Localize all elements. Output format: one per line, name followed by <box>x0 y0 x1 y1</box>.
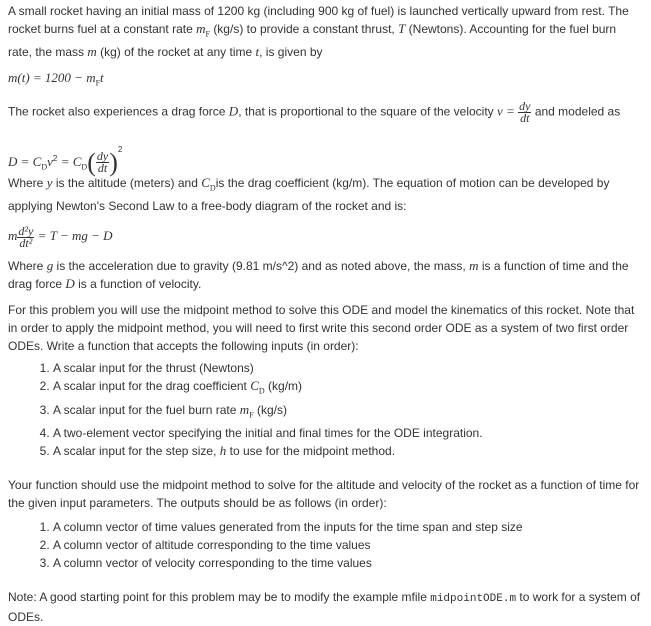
mass-equation: $m(t) = 1200 - m_Ft$ <box>8 70 104 88</box>
list-item: 4. A two-element vector specifying the initial and final times for the ODE integration. <box>53 424 643 442</box>
velocity-fraction: $\frac{dy}{dt}$ <box>519 98 531 125</box>
list-item: 2. A scalar input for the drag coefficient $C_D$ (kg/m) <box>53 377 643 400</box>
list-item: 1. A column vector of time values generated from the inputs for the time span and step size <box>53 518 643 536</box>
drag-equation: $D = C_Dv^2 = C_D$( $\frac{dy}{dt}$ )$^2$ <box>8 144 123 177</box>
intro-paragraph: A small rocket having an initial mass of 1200 kg (including 900 kg of fuel) is launched vertically upward from rest. The rocket burns fuel at a constant rate $m_F$ (kg/s) to provide a constant thrust, T (Newtons). Accounting for the fuel burn rate, the mass m (kg) of the rocket at any time t, is given by <box>8 4 629 60</box>
note-paragraph: Note: A good starting point for this problem may be to modify the example mfile midpointODE.m to work for a system of ODEs. <box>8 589 641 624</box>
list-item: 5. A scalar input for the step size, h to use for the midpoint method. <box>53 442 643 460</box>
outputs-list <box>8 518 643 572</box>
outputs-paragraph: Your function should use the midpoint method to solve for the altitude and velocity of the rocket as a function of time for the given input parameters. The outputs should be as follows (in order): <box>8 477 640 510</box>
drag-paragraph: The rocket also experiences a drag force D, that is proportional to the square of the velocity v = $\frac{dy}{dt}$ and modeled as <box>8 98 621 125</box>
inputs-list <box>8 359 643 460</box>
list-item: 3. A column vector of velocity corresponding to the time values <box>53 554 643 572</box>
list-item: 3. A scalar input for the fuel burn rate $m_F$ (kg/s) <box>53 401 643 424</box>
method-paragraph: For this problem you will use the midpoint method to solve this ODE and model the kinematics of this rocket. Note that in order to apply the midpoint method, you will need to first write this second order ODE as a system of two first order ODEs. Write a function that accepts the following inputs (in order): <box>8 303 635 354</box>
altitude-paragraph: Where y is the altitude (meters) and $C_Dis$ the drag coefficient (kg/m). The equation of motion can be developed by applying Newton's Second Law to a free-body diagram of the rocket and is: <box>8 174 610 214</box>
list-item: 1. A scalar input for the thrust (Newtons) <box>53 359 643 377</box>
list-item: 2. A column vector of altitude corresponding to the time values <box>53 536 643 554</box>
gravity-paragraph: Where g is the acceleration due to gravity (9.81 m/s^2) and as noted above, the mass, m is a function of time and the drag force D is a function of velocity. <box>8 258 629 292</box>
mfile-name: midpointODE.m <box>430 592 517 605</box>
motion-equation: m $\frac{\text{d²y}}{\text{dt²}}$ = T − mg − D <box>8 223 113 250</box>
